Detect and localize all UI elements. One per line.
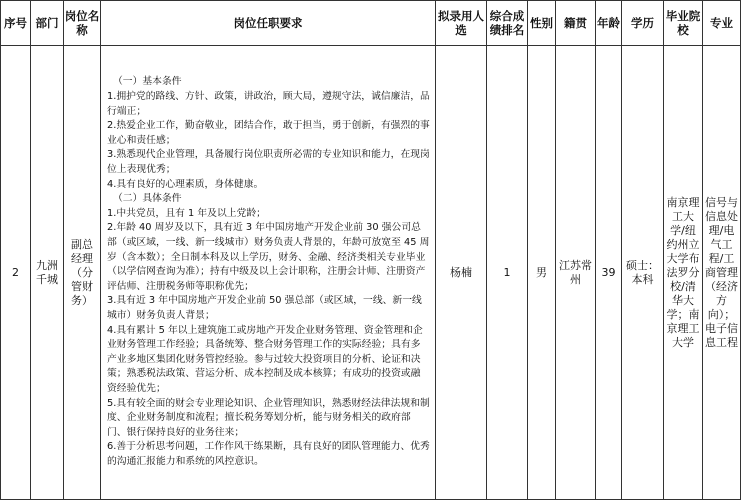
- cell-origin: 江苏常州: [556, 46, 596, 500]
- specific-condition-4: 4.具有累计 5 年以上建筑施工或房地产开发企业财务管理、资金管理和企业财务管理工作经验；具备统筹、整合财务管理工作的实际经验；具有多产业多地区集团化财务管控经验。参与过较大投资项目的分析、论证和决策；熟悉税法政策、营运分析、成本控制及成本核算；有成功的投资或融资经验优先；: [107, 324, 423, 394]
- basic-conditions-title: （一）基本条件: [113, 76, 182, 88]
- specific-condition-3: 3.具有近 3 年中国房地产开发企业前 50 强总部（或区域，一线、新一线城市）财务负责人背景；: [107, 295, 422, 321]
- header-school: 毕业院校: [664, 1, 703, 46]
- header-rank: 综合成绩排名: [487, 1, 528, 46]
- cell-dept: 九洲千城: [31, 46, 64, 500]
- cell-rank: 1: [487, 46, 528, 500]
- basic-condition-2: 2.热爱企业工作，勤奋敬业，团结合作，敢于担当，勇于创新，有强烈的事业心和责任感；: [107, 120, 430, 146]
- basic-condition-4: 4.具有良好的心理素质，身体健康。: [107, 178, 264, 190]
- table-row: [1, 46, 741, 500]
- cell-position: 副总经理（分管财务）: [64, 46, 101, 500]
- header-education: 学历: [622, 1, 664, 46]
- header-gender: 性别: [528, 1, 556, 46]
- cell-major: 信号与信息处理/电气工程/工商管理（经济方向）；电子信息工程: [703, 46, 741, 500]
- specific-condition-2: 2.年龄 40 周岁及以下，具有近 3 年中国房地产开发企业前 30 强公司总部（或区域，一线、新一线城市）财务负责人背景的，年龄可放宽至 45 周岁（含本数）；全日制本科及以上学历，财务、金融、经济类相关专业毕业（以学信网查询为准）；持有中级及以上会计职称，注册会计师、注册资产评估师、注册税务师等职称优先；: [107, 222, 430, 292]
- header-seq: 序号: [1, 1, 31, 46]
- specific-condition-6: 6.善于分析思考问题，工作作风干练果断，具有良好的团队管理能力、优秀的沟通汇报能力和系统的风控意识。: [107, 441, 430, 467]
- specific-conditions-title: （二）具体条件: [113, 193, 182, 205]
- header-requirements: 岗位任职要求: [101, 1, 436, 46]
- basic-condition-1: 1.拥护党的路线、方针、政策，讲政治，顾大局，遵规守法，诚信廉洁，品行端正；: [107, 91, 430, 117]
- cell-school: 南京理工大学/纽约州立大学布法罗分校/清华大学；南京理工大学: [664, 46, 703, 500]
- specific-condition-5: 5.具有较全面的财会专业理论知识、企业管理知识，熟悉财经法律法规和制度、企业财务制度和流程；擅长税务筹划分析，能与财务相关的政府部门、银行保持良好的业务往来；: [107, 397, 430, 438]
- header-origin: 籍贯: [556, 1, 596, 46]
- header-dept: 部门: [31, 1, 64, 46]
- header-position: 岗位名称: [64, 1, 101, 46]
- specific-condition-1: 1.中共党员，且有 1 年及以上党龄；: [107, 207, 266, 219]
- basic-condition-3: 3.熟悉现代企业管理，具备履行岗位职责所必需的专业知识和能力，在现岗位上表现优秀；: [107, 149, 430, 176]
- cell-candidate: 杨楠: [436, 46, 487, 500]
- cell-education: 硕士：本科: [622, 46, 664, 500]
- header-candidate: 拟录用人选: [436, 1, 487, 46]
- cell-seq: 2: [1, 46, 31, 500]
- header-age: 年龄: [596, 1, 622, 46]
- header-major: 专业: [703, 1, 741, 46]
- header-row: [1, 1, 741, 46]
- cell-gender: 男: [528, 46, 556, 500]
- cell-age: 39: [596, 46, 622, 500]
- cell-requirements: [101, 46, 436, 500]
